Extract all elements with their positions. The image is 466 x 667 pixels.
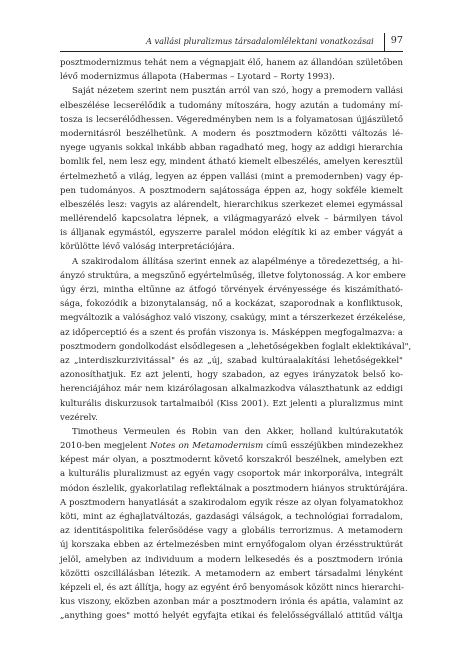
text-line: is álljanak egymástól, egyszerre paralel módon elégítik ki az ember vágyát a: [60, 228, 403, 239]
text-line-with-title: 2010-ben megjelent Notes on Metamodernism című esszéjükben mindezekhez: [60, 441, 404, 452]
text-line: módon észlelik, gyakorlatilag reflektálnak a posztmodern hiányos struktúrájára.: [60, 483, 408, 494]
text-line: pen tudományos. A posztmodern sajátossága éppen az, hogy sokféle kiemelt: [60, 185, 403, 196]
text-line: közötti oszcillálásban létezik. A metamodern az embert társadalmi lényként: [60, 568, 403, 579]
book-title: Notes on Metamodernism: [149, 441, 264, 452]
text-line: képzeli el, és azt állítja, hogy az egyént érő benyomások között nincs hierarchi-: [60, 582, 404, 593]
running-header: [60, 33, 403, 52]
text-line: sága, fokozódik a bizonytalanság, nő a kockázat, szaporodnak a konfliktusok,: [60, 299, 403, 310]
text-line: modernitásról beszélhetünk. A modern és posztmodern közötti változás lé-: [60, 128, 403, 139]
paragraph-first-line: Saját nézetem szerint nem pusztán arról van szó, hogy a premodern vallási: [72, 86, 403, 97]
running-title: A vallási pluralizmus társadalomlélektani vonatkozásai: [145, 36, 374, 46]
text-line: vezérelv.: [60, 412, 98, 423]
text-line: mellérendelő kapcsolatra lépnek, a világmagyarázó elvek – bármilyen távol: [60, 214, 403, 225]
text-line: bomlik fel, nem lesz egy, mindent átható kiemelt elbeszélés, amelyen keresztül: [60, 157, 403, 168]
text-line: posztmodernizmus tehát nem a végnapjait élő, hanem az állandóan születőben: [60, 58, 403, 68]
body-text: [60, 56, 412, 624]
text-line: az „interdiszkurzivitással" és az „új, szabad kultúraalakítási lehetőségekkel": [60, 355, 403, 366]
text-line: „anything goes" mottó helyét egyfajta etikai és felelősségvállaló attitűd váltja: [60, 611, 403, 622]
text-line: úgy érzi, mintha eltűnne az átfogó törvények érvényessége és kiszámítható-: [60, 285, 403, 295]
text-line: kulturális diskurzusok tartalmaiból (Kiss 2001). Ezt jelenti a pluralizmus mint: [60, 398, 403, 409]
paragraph-first-line: A szakirodalom állítása szerint ennek az alapélménye a töredezettség, a hi-: [72, 256, 403, 267]
paragraph-first-line: Timotheus Vermeulen és Robin van den Akker, holland kultúrakutatók: [72, 426, 403, 437]
text-line: jelöl, amelyben az individuum a modern lelkesedés és a posztmodern irónia: [60, 554, 403, 565]
text-line: értelmezhető a világ, legyen az éppen vallási (mint a premodernben) vagy ép-: [60, 171, 403, 182]
text-line: tosza is lecserélődhessen. Végeredményben nem is a folyamatosan újjászülető: [60, 114, 403, 125]
text-line: herenciájához már nem kizárólagosan alkalmazkodva választhatunk az eddigi: [60, 384, 403, 395]
text-line: A posztmodern hanyatlását a szakirodalom egyik része az olyan folyamatokhoz: [60, 497, 403, 508]
text-line: körülötte lévő valóság interpretációjára.: [60, 242, 235, 253]
text-line: az időperceptió és a szent és profán viszonya is. Másképpen megfogalmazva: a: [60, 327, 403, 338]
text-line: az identitáspolitika felerősödése vagy a globális terrorizmus. A metamodern: [60, 526, 403, 537]
header-divider: [384, 33, 385, 51]
text-line: ányzó struktúra, a megszűnő egyértelműség, illetve folytonosság. A kor embere: [60, 270, 406, 281]
text-line: a kulturális pluralizmust az egyén vagy csoportok már inkorporálva, integrált: [60, 469, 403, 480]
text-line: azonosíthatjuk. Ez azt jelenti, hogy szabadon, az egyes irányzatok belső ko-: [60, 370, 403, 381]
text-line: köti, mint az éghajlatváltozás, gazdasági válságok, a technológiai forradalom,: [60, 512, 403, 522]
text-line: új korszaka ebben az értelmezésben mint ernyőfogalom olyan érzésstruktúrát: [60, 540, 403, 551]
text-line: posztmodern gondolkodást elsődlegesen a „lehetőségekben foglalt eklektikával",: [60, 341, 412, 352]
text-line: megváltozik a valósághoz való viszony, csakúgy, mint a térszerkezet érzékelése,: [60, 313, 406, 324]
page-number: 97: [390, 35, 403, 46]
text-line: képest már olyan, a posztmodernt követő korszakról beszélnek, amelyben ezt: [60, 455, 403, 466]
text-line: elbeszélés lesz: vagyis az alárendelt, hierarchikus szerkezet elemei egymással: [60, 199, 403, 210]
text-line: lévő modernizmus állapota (Habermas – Lyotard – Rorty 1993).: [60, 72, 335, 83]
text-line: elbeszélése lecserélődik a tudomány mítoszára, hogy azután a tudomány mí-: [60, 100, 403, 111]
text-line: nyege ugyanis sokkal inkább abban ragadható meg, hogy az addigi hierarchia: [60, 143, 403, 154]
text-line: kus viszony, eközben azonban már a posztmodern irónia és apátia, valamint az: [60, 597, 403, 608]
